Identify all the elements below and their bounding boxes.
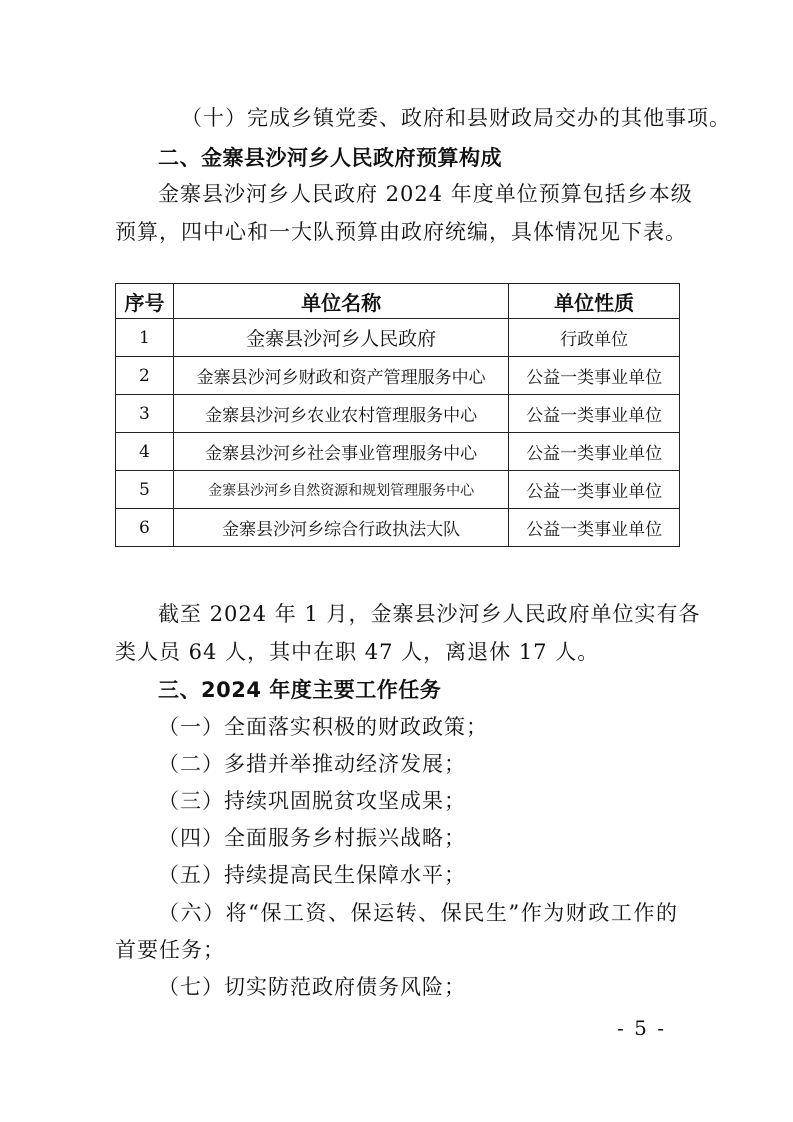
- table-row: [116, 395, 680, 433]
- table-row: [116, 471, 680, 509]
- row-unit-nature: 公益一类事业单位: [509, 395, 680, 433]
- row-unit-name: 金寨县沙河乡社会事业管理服务中心: [173, 433, 508, 471]
- task-item-1: （一）全面落实积极的财政政策；: [158, 715, 488, 739]
- task-item-4: （四）全面服务乡村振兴战略；: [158, 826, 466, 850]
- row-unit-nature: 公益一类事业单位: [509, 357, 680, 395]
- section-heading-2: 二、金寨县沙河乡人民政府预算构成: [158, 146, 502, 170]
- row-no: 5: [116, 471, 174, 509]
- task-item-3: （三）持续巩固脱贫攻坚成果；: [158, 789, 466, 813]
- section-heading-3: 三、2024 年度主要工作任务: [158, 678, 442, 702]
- table-header-row: [116, 284, 680, 319]
- row-unit-name: 金寨县沙河乡自然资源和规划管理服务中心: [173, 471, 508, 509]
- task-item-5: （五）持续提高民生保障水平；: [158, 863, 466, 887]
- row-no: 4: [116, 433, 174, 471]
- task-item-6-line-2: 首要任务；: [115, 938, 225, 962]
- task-item-7: （七）切实防范政府债务风险；: [158, 975, 466, 999]
- row-unit-nature: 公益一类事业单位: [509, 433, 680, 471]
- paragraph-staff-line-2: 类人员 64 人，其中在职 47 人，离退休 17 人。: [115, 640, 600, 664]
- row-no: 3: [116, 395, 174, 433]
- paragraph-budget-line-1: 金寨县沙河乡人民政府 2024 年度单位预算包括乡本级: [158, 182, 693, 206]
- table-row: [116, 433, 680, 471]
- page-number: - 5 -: [617, 1016, 666, 1040]
- paragraph-item-10: （十）完成乡镇党委、政府和县财政局交办的其他事项。: [181, 106, 731, 130]
- table-row: [116, 509, 680, 547]
- table-header-no: 序号: [116, 284, 174, 319]
- table-row: [116, 319, 680, 357]
- row-unit-nature: 公益一类事业单位: [509, 509, 680, 547]
- row-unit-name: 金寨县沙河乡人民政府: [173, 319, 508, 357]
- row-unit-name: 金寨县沙河乡农业农村管理服务中心: [173, 395, 508, 433]
- row-unit-nature: 行政单位: [509, 319, 680, 357]
- row-no: 6: [116, 509, 174, 547]
- task-item-6-line-1: （六）将“保工资、保运转、保民生”作为财政工作的: [158, 901, 678, 925]
- row-no: 2: [116, 357, 174, 395]
- unit-table: [115, 283, 680, 547]
- task-item-2: （二）多措并举推动经济发展；: [158, 752, 466, 776]
- row-unit-name: 金寨县沙河乡财政和资产管理服务中心: [173, 357, 508, 395]
- table-row: [116, 357, 680, 395]
- paragraph-staff-line-1: 截至 2024 年 1 月，金寨县沙河乡人民政府单位实有各: [158, 602, 701, 626]
- paragraph-budget-line-2: 预算，四中心和一大队预算由政府统编，具体情况见下表。: [115, 220, 687, 244]
- row-no: 1: [116, 319, 174, 357]
- row-unit-name: 金寨县沙河乡综合行政执法大队: [173, 509, 508, 547]
- table-header-nature: 单位性质: [509, 284, 680, 319]
- row-unit-nature: 公益一类事业单位: [509, 471, 680, 509]
- table-header-name: 单位名称: [173, 284, 508, 319]
